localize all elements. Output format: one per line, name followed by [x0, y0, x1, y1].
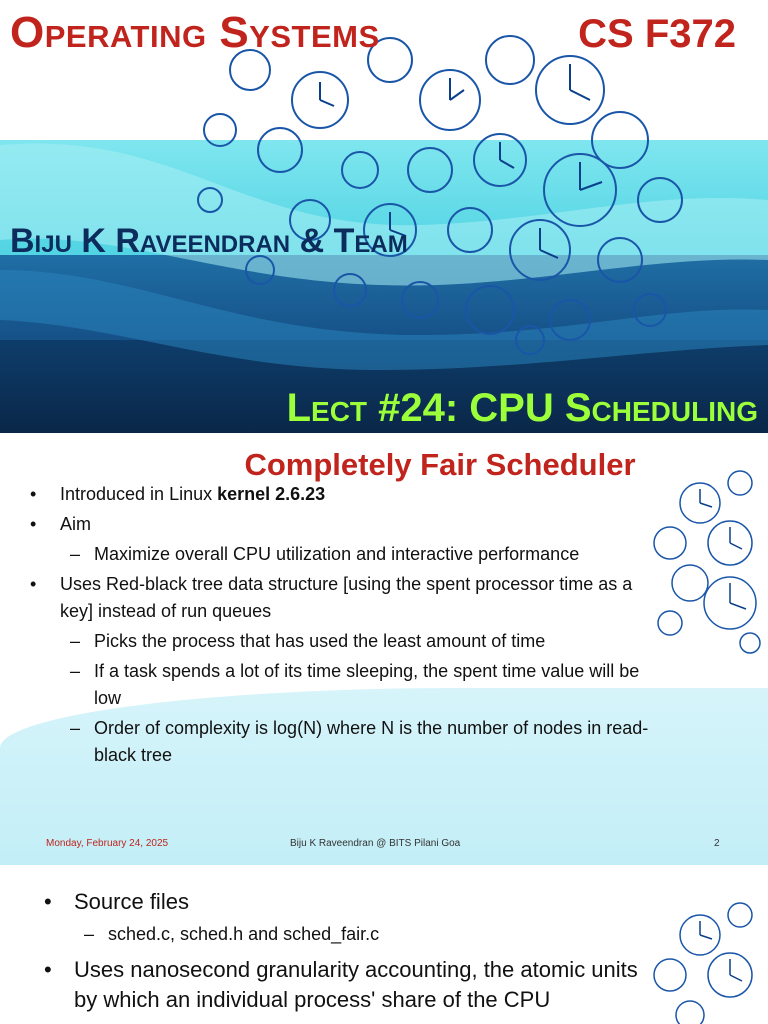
- author-name: Biju K Raveendran & Team: [10, 222, 408, 260]
- bullet-list: [30, 481, 650, 769]
- lecture-topic-scheduling: Scheduling: [564, 386, 758, 430]
- bullet-item: • Aim: [30, 511, 650, 538]
- bullet-item: [30, 481, 650, 508]
- sub-bullet-item: – Order of complexity is log(N) where N is the number of nodes in read-black tree: [30, 715, 650, 769]
- lecture-number: Lect #24:: [286, 386, 470, 430]
- title-slide: [0, 0, 768, 433]
- lecture-title: [287, 386, 758, 431]
- course-title: [10, 8, 380, 58]
- bullet-item: • Uses nanosecond granularity accounting, the atomic units by which an individual process' share of the CPU: [44, 955, 664, 1015]
- footer-author: Biju K Raveendran @ BITS Pilani Goa: [290, 838, 461, 849]
- sub-bullet-item: – Maximize overall CPU utilization and interactive performance: [30, 541, 650, 568]
- content-slide-partial: [0, 865, 768, 1024]
- lecture-topic-cpu: CPU: [469, 386, 565, 430]
- course-code: CS F372: [578, 12, 736, 56]
- sub-bullet-item: – If a task spends a lot of its time sleeping, the spent time value will be low: [30, 658, 650, 712]
- bullet-list: [44, 887, 664, 1015]
- sub-bullet-item: – Picks the process that has used the least amount of time: [30, 628, 650, 655]
- footer-date: Monday, February 24, 2025: [46, 838, 169, 849]
- course-title-text: Operating Systems: [10, 8, 380, 57]
- content-slide-cfs: [0, 433, 768, 865]
- bullet-bold-text: kernel 2.6.23: [217, 484, 326, 504]
- bullet-item: • Source files: [44, 887, 664, 917]
- sub-bullet-item: – sched.c, sched.h and sched_fair.c: [44, 917, 664, 951]
- slide-number: 2: [714, 838, 720, 849]
- bullet-item: • Uses Red-black tree data structure [using the spent processor time as a key] instead of run queues: [30, 571, 650, 625]
- bullet-text: Introduced in Linux: [60, 484, 218, 504]
- clock-head-illustration: [150, 20, 720, 370]
- slide-heading: Completely Fair Scheduler: [244, 447, 636, 482]
